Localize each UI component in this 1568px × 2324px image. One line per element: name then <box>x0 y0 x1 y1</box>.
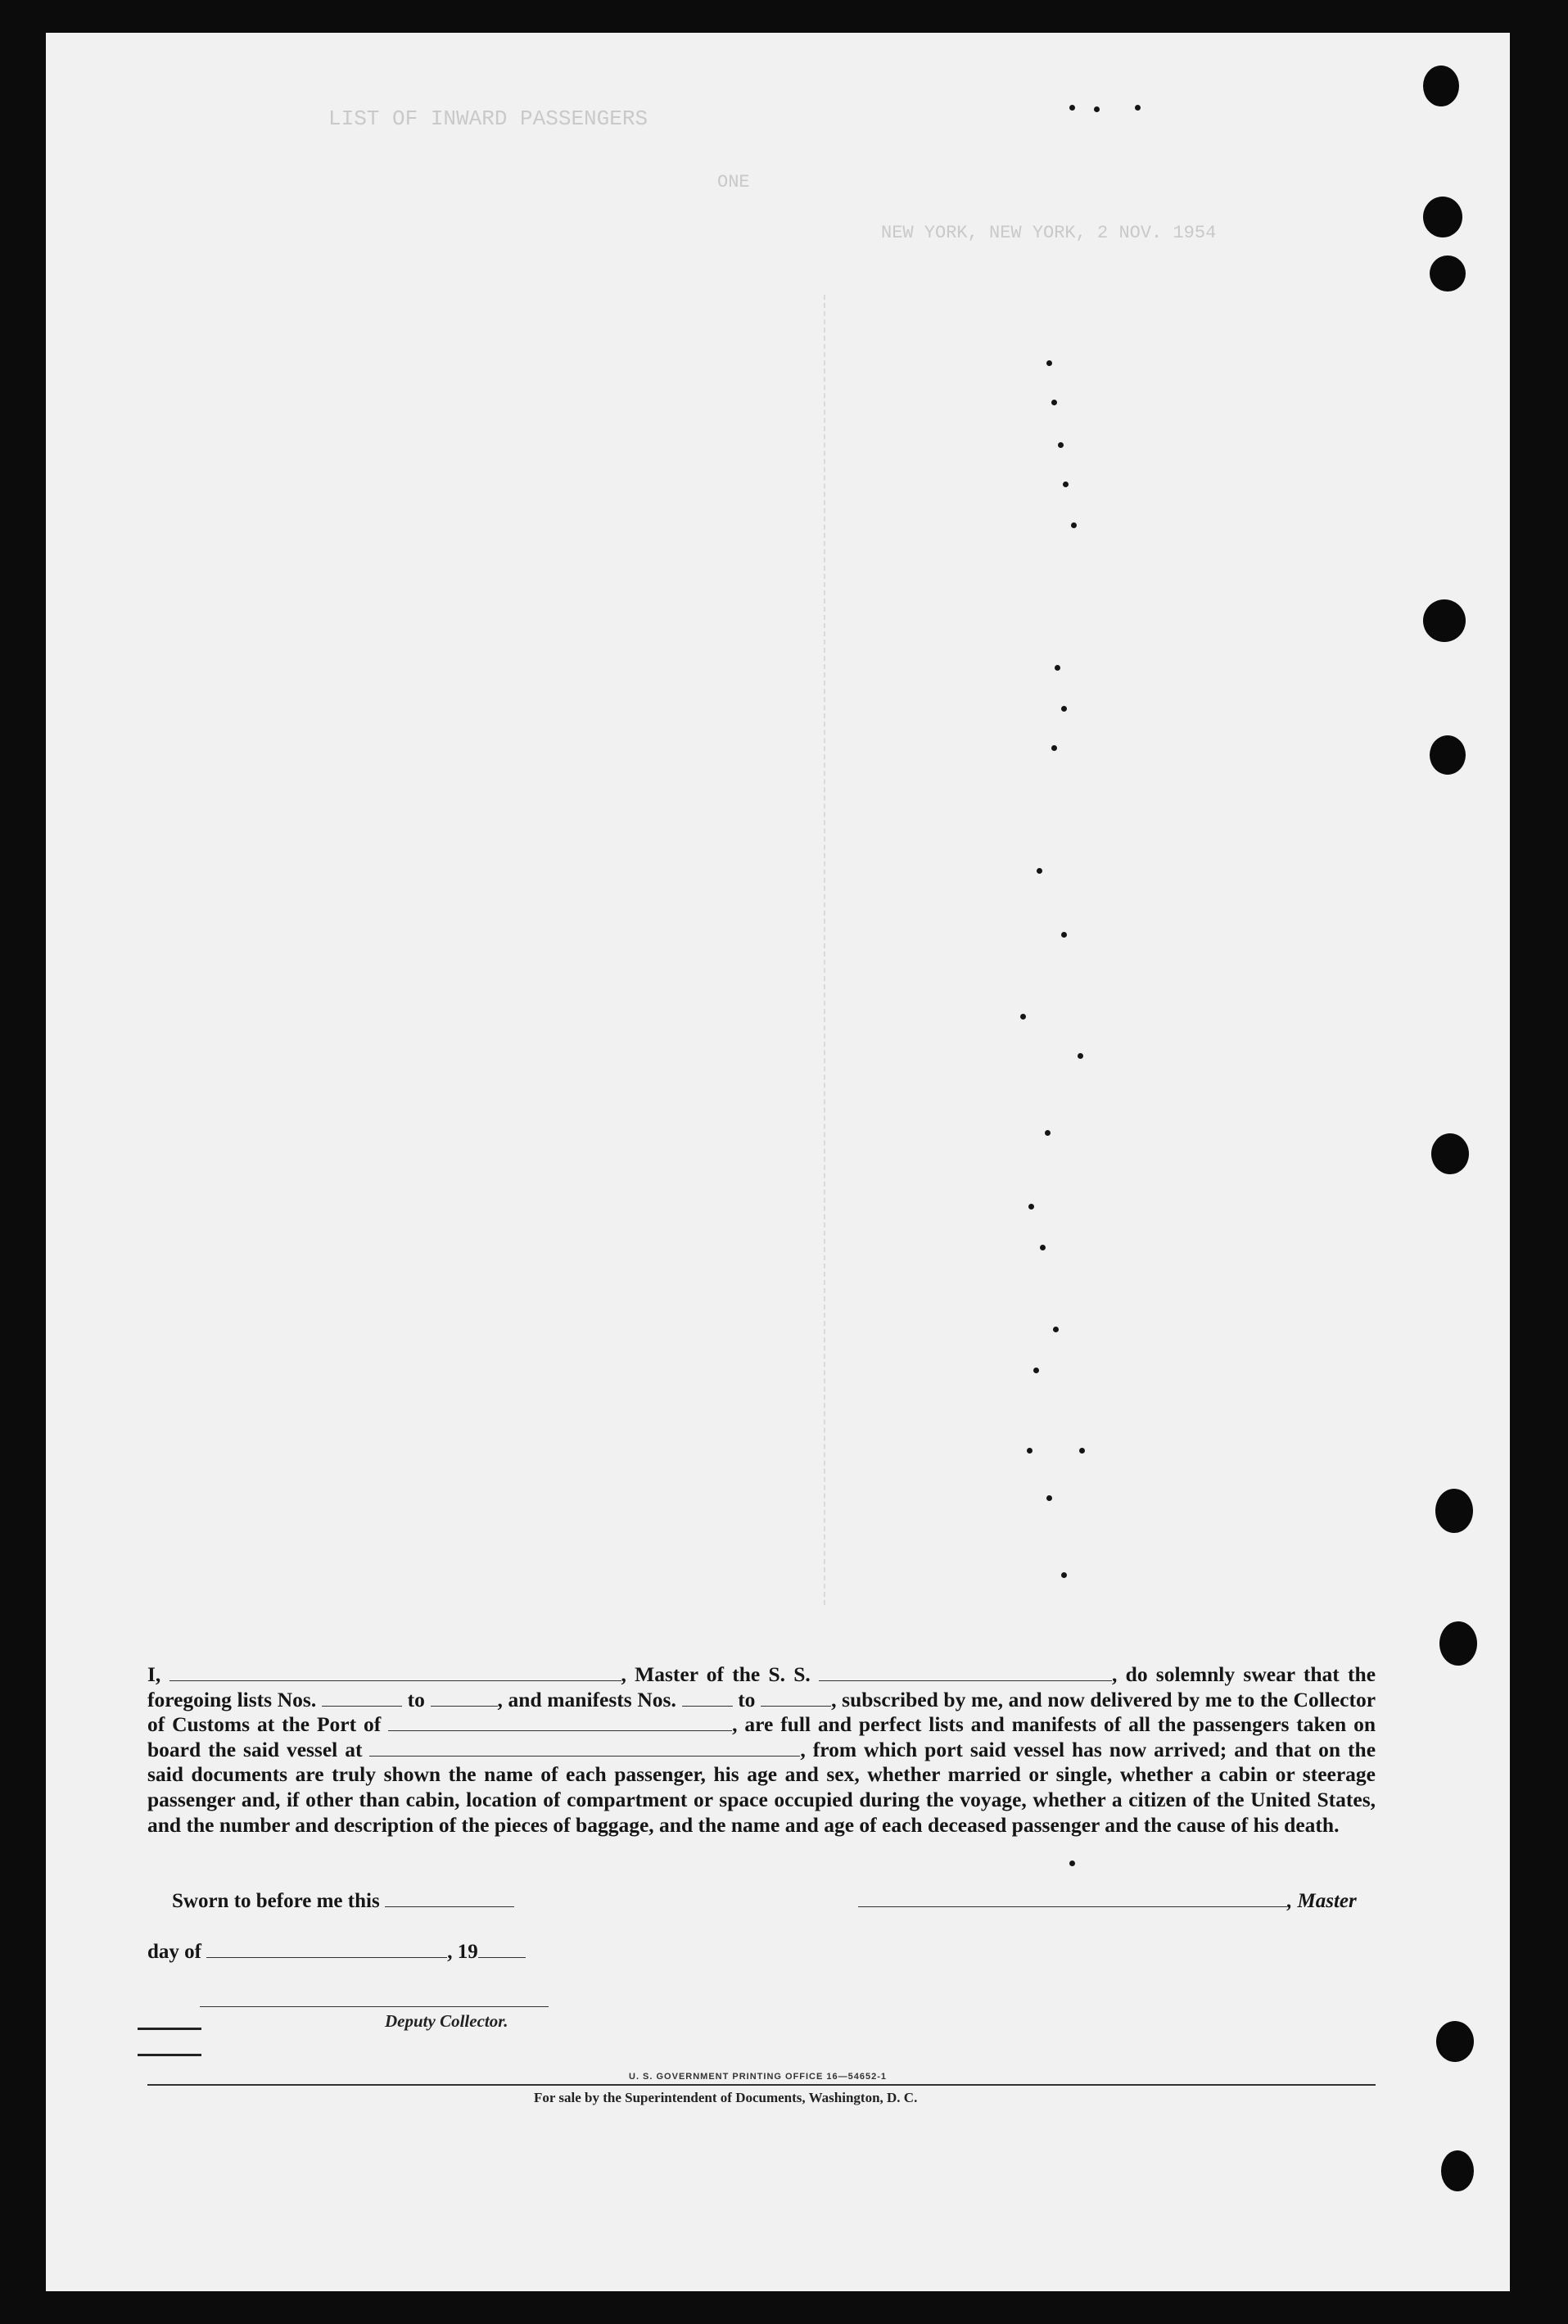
ink-speck <box>1058 442 1064 448</box>
sworn-label: Sworn to before me this <box>172 1890 380 1912</box>
punch-hole <box>1423 599 1466 642</box>
oath-i-label: I, <box>147 1662 161 1686</box>
ink-speck <box>1069 1861 1075 1866</box>
ink-speck <box>1061 1572 1067 1578</box>
punch-hole <box>1441 2150 1474 2191</box>
master-name-blank[interactable] <box>169 1664 621 1681</box>
oath-solemnly-label: , do solemnly <box>1112 1662 1236 1686</box>
ink-speck <box>1078 1053 1083 1059</box>
ink-speck <box>1071 522 1077 528</box>
deputy-collector-label: Deputy Collector. <box>385 2011 508 2031</box>
ink-speck <box>1135 105 1141 111</box>
ink-speck <box>1046 1495 1052 1501</box>
oath-to-label: to <box>407 1687 425 1711</box>
year-blank[interactable] <box>478 1941 526 1958</box>
port-blank[interactable] <box>388 1714 732 1731</box>
punch-hole <box>1439 1621 1477 1666</box>
master-signature-blank[interactable] <box>858 1890 1287 1907</box>
oath-manifests-all-label: manifests of all the passengers taken on board the said vessel at <box>147 1712 1376 1761</box>
ink-speck <box>1020 1014 1026 1020</box>
punch-hole <box>1431 1133 1469 1174</box>
day-of-label: day of <box>147 1941 201 1963</box>
sworn-date-blank[interactable] <box>385 1890 514 1907</box>
ink-speck <box>1053 1327 1059 1332</box>
oath-body-text: port said vessel has now arrived; and that on the said documents are truly shown the name of each passenger, his age and sex, whether married or single, whether a cabin or steerage passenger and, if other than cabin, location of compartment or space occupied during the voyage, whether a citizen of the United States, and the number and description of the pieces of baggage, and the name and age of each deceased passenger and the cause of his death. <box>147 1737 1376 1837</box>
ink-speck <box>1069 105 1075 111</box>
year-prefix-label: , 19 <box>447 1941 478 1963</box>
ink-speck <box>1079 1448 1085 1454</box>
margin-tick-mark <box>138 2028 201 2030</box>
deputy-collector-signature-blank[interactable] <box>200 2006 549 2007</box>
manifest-to-blank[interactable] <box>761 1689 831 1707</box>
oath-to-label-2: to <box>738 1687 756 1711</box>
ink-speck <box>1051 400 1057 405</box>
punch-hole <box>1423 66 1459 106</box>
punch-hole <box>1423 197 1462 237</box>
sworn-line <box>172 1890 514 1913</box>
ink-speck <box>1055 665 1060 671</box>
footer-rule <box>147 2084 1376 2086</box>
ink-speck <box>1045 1130 1051 1136</box>
column-rule <box>824 295 825 1605</box>
ink-speck <box>1027 1448 1033 1454</box>
punch-hole <box>1435 1489 1473 1533</box>
oath-subscribed-label: , subscribed by me, and now <box>831 1687 1085 1711</box>
manifest-page <box>46 33 1510 2291</box>
printing-office-imprint: U. S. GOVERNMENT PRINTING OFFICE 16—54652-1 <box>629 2072 888 2082</box>
ink-speck <box>1028 1204 1034 1209</box>
bleed-through-header: ONE <box>717 172 750 192</box>
oath-swear-label: swear that the foregoing lists Nos. <box>147 1662 1376 1711</box>
manifest-from-blank[interactable] <box>682 1689 733 1707</box>
oath-delivered-label: delivered by me to the Collector of Customs at the Port of <box>147 1687 1376 1737</box>
list-to-blank[interactable] <box>431 1689 498 1707</box>
ink-speck <box>1063 482 1069 487</box>
ink-speck <box>1061 706 1067 712</box>
oath-full-label: , are full and perfect lists and <box>732 1712 1005 1737</box>
day-of-line <box>147 1941 526 1964</box>
master-signature-label: , Master <box>1287 1890 1357 1912</box>
master-signature-line <box>858 1890 1357 1913</box>
list-from-blank[interactable] <box>322 1689 402 1707</box>
ink-speck <box>1040 1245 1046 1250</box>
for-sale-notice: For sale by the Superintendent of Documents, Washington, D. C. <box>534 2090 918 2105</box>
vessel-name-blank[interactable] <box>819 1664 1112 1681</box>
punch-hole <box>1430 735 1466 775</box>
oath-from-label: , from which <box>800 1737 918 1761</box>
bleed-through-header: LIST OF INWARD PASSENGERS <box>328 106 648 131</box>
ink-speck <box>1046 360 1052 366</box>
ink-speck <box>1051 745 1057 751</box>
departure-port-blank[interactable] <box>369 1739 800 1757</box>
ink-speck <box>1061 932 1067 938</box>
month-blank[interactable] <box>206 1941 447 1958</box>
ink-speck <box>1033 1368 1039 1373</box>
punch-hole <box>1430 255 1466 292</box>
punch-hole <box>1436 2021 1474 2062</box>
master-oath <box>147 1662 1376 1838</box>
oath-manifests-label: , and manifests Nos. <box>497 1687 676 1711</box>
ink-speck <box>1037 868 1042 874</box>
margin-tick-mark <box>138 2054 201 2056</box>
ink-speck <box>1094 106 1100 112</box>
oath-master-of-label: , Master of the S. S. <box>621 1662 811 1686</box>
bleed-through-header: NEW YORK, NEW YORK, 2 NOV. 1954 <box>881 223 1217 243</box>
